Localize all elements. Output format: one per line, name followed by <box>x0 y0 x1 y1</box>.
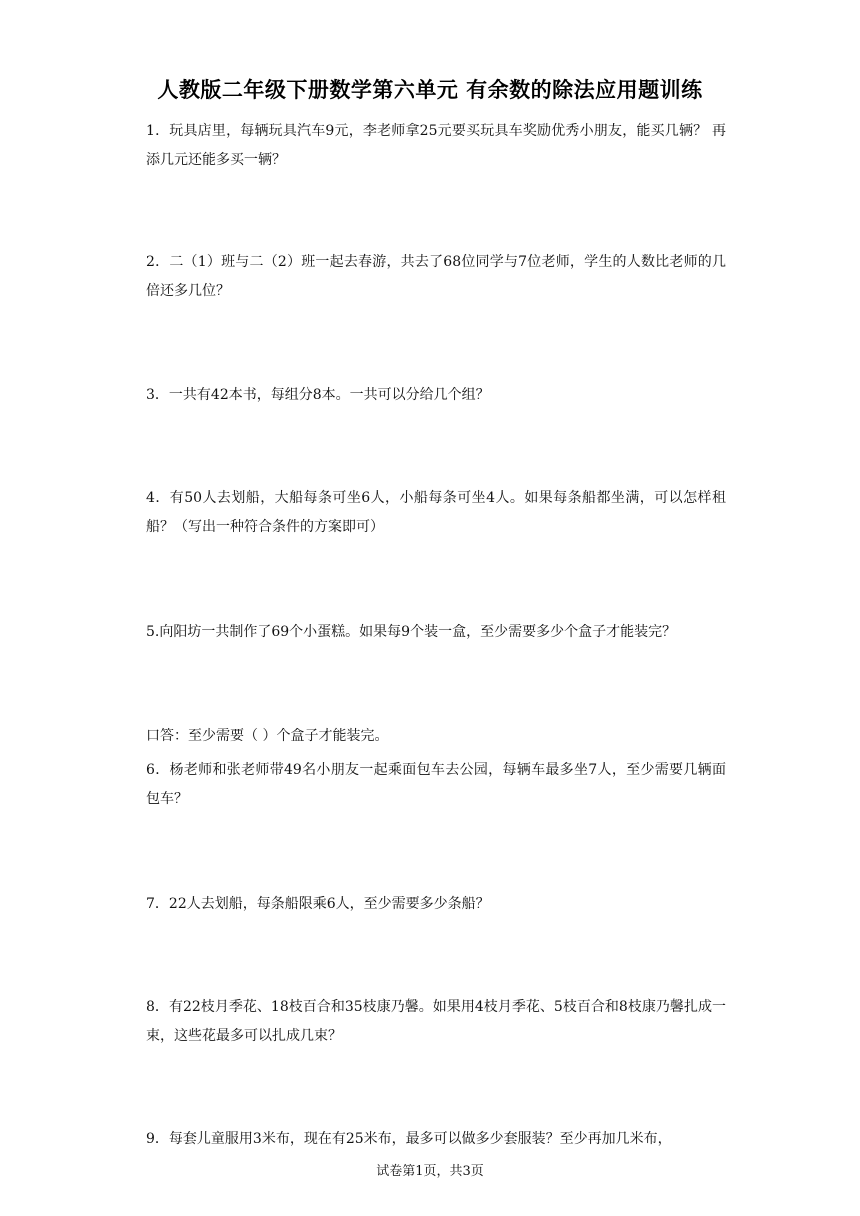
question-3: 3．一共有42本书，每组分8本。一共可以分给几个组？ <box>146 387 490 403</box>
question-7: 7．22人去划船，每条船限乘6人，至少需要多少条船？ <box>146 896 490 912</box>
page-title: 人教版二年级下册数学第六单元 有余数的除法应用题训练 <box>157 78 703 102</box>
question-8: 8．有22枝月季花、18枝百合和35枝康乃馨。如果用4枝月季花、5枝百合和8枝康乃馨扎成一束，这些花最多可以扎成几束？ <box>146 999 726 1044</box>
question-6: 6．杨老师和张老师带49名小朋友一起乘面包车去公园，每辆车最多坐7人，至少需要几辆面包车？ <box>146 762 726 807</box>
question-2: 2．二（1）班与二（2）班一起去春游，共去了68位同学与7位老师，学生的人数比老师的几倍还多几位？ <box>146 254 726 299</box>
question-1: 1．玩具店里，每辆玩具汽车9元，李老师拿25元要买玩具车奖励优秀小朋友，能买几辆？ 再添几元还能多买一辆？ <box>146 123 726 168</box>
question-9: 9．每套儿童服用3米布，现在有25米布，最多可以做多少套服装？至少再加几米布， <box>146 1131 672 1147</box>
question-5: 5.向阳坊一共制作了69个小蛋糕。如果每9个装一盒，至少需要多少个盒子才能装完？ <box>146 624 677 640</box>
question-4: 4．有50人去划船，大船每条可坐6人，小船每条可坐4人。如果每条船都坐满，可以怎样租船？（写出一种符合条件的方案即可） <box>146 490 726 535</box>
answer-line-5: 口答：至少需要（ ）个盒子才能装完。 <box>146 728 389 744</box>
page-footer: 试卷第1页，共3页 <box>376 1164 484 1179</box>
